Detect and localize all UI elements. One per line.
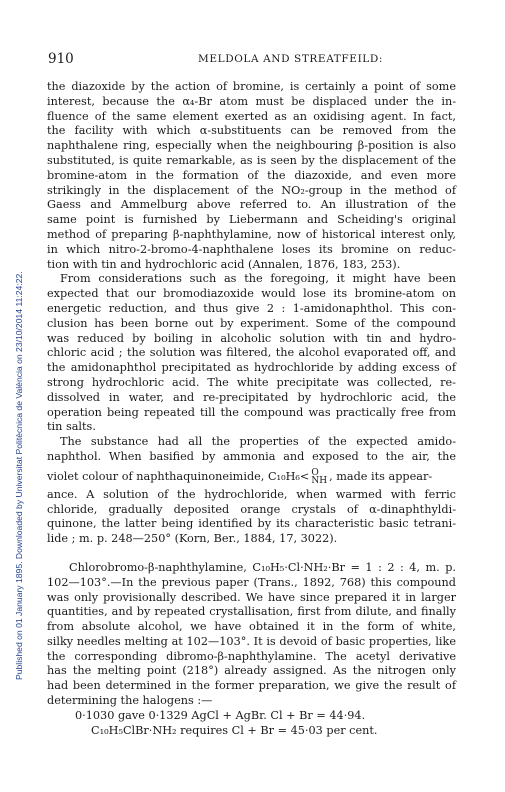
paragraph-2 <box>47 272 456 435</box>
text-line: naphthalene ring, especially when the neighbouring β-position is also <box>47 139 456 153</box>
download-stamp-text: Published on 01 January 1895. Downloaded by Universitat Politècnica de València on 23/10/2014 11:24:22. <box>14 271 24 680</box>
text-line: has the melting point (218°) already assigned. As the nitrogen only <box>47 664 456 678</box>
text-line: operation being repeated till the compound was practically free from <box>47 405 456 419</box>
text-line: clusion has been borne out by experiment. Some of the compound <box>47 316 456 330</box>
text-line: lide ; m. p. 248—250° (Korn, Ber., 1884, 17, 3022). <box>47 532 338 546</box>
text-line: energetic reduction, and thus give 2 : 1-amidonaphthol. This con- <box>47 301 456 315</box>
text-line: The substance had all the properties of the expected amido- <box>60 435 456 449</box>
text-line: From considerations such as the foregoing, it might have been <box>60 272 456 286</box>
text-line: fluence of the same element exerted as an oxidising agent. In fact, <box>47 109 456 123</box>
text-line: strong hydrochloric acid. The white precipitate was collected, re- <box>47 375 456 389</box>
formula-prefix: violet colour of naphthaquinoneimide, C₁₀H₆< <box>47 469 310 483</box>
text-line: expected that our bromodiazoxide would lose its bromine-atom on <box>47 287 456 301</box>
analysis-result: 0·1030 gave 0·1329 AgCl + AgBr. Cl + Br = 44·94. <box>75 708 366 722</box>
text-line: determining the halogens :— <box>47 694 213 708</box>
text-line: quantities, and by repeated crystallisation, first from dilute, and finally <box>47 605 456 619</box>
section-gap <box>47 547 456 561</box>
text-line: in which nitro-2-bromo-4-naphthalene loses its bromine on reduc- <box>47 242 456 256</box>
paragraph-3 <box>47 435 456 547</box>
sidebar-stamp <box>0 40 22 680</box>
text-line: Gaess and Ammelburg above referred to. An illustration of the <box>47 198 456 212</box>
quinoneimide-fraction <box>311 469 327 485</box>
formula-suffix: , made its appear- <box>329 469 433 483</box>
text-line: Chlorobromo-β-naphthylamine, C₁₀H₅·Cl·NH₂·Br = 1 : 2 : 4, m. p. <box>69 560 456 574</box>
fraction-top: O <box>311 467 319 478</box>
analysis-requirement: C₁₀H₅ClBr·NH₂ requires Cl + Br = 45·03 per cent. <box>91 723 378 737</box>
text-line: from absolute alcohol, we have obtained it in the form of white, <box>47 620 456 634</box>
text-line: was only provisionally described. We have since prepared it in larger <box>47 590 456 604</box>
text-line: the facility with which α-substituents can be removed from the <box>47 124 456 138</box>
text-line: tion with tin and hydrochloric acid (Annalen, 1876, 183, 253). <box>47 257 401 271</box>
text-line: the corresponding dibromo-β-naphthylamine. The acetyl derivative <box>47 649 456 663</box>
text-line: quinone, the latter being identified by its characteristic basic tetrani- <box>47 517 456 531</box>
text-line: was reduced by boiling in alcoholic solution with tin and hydro- <box>47 331 456 345</box>
text-line: chloric acid ; the solution was filtered, the alcohol evaporated off, and <box>47 346 456 360</box>
text-line: strikingly in the displacement of the NO₂-group in the method of <box>47 183 456 197</box>
text-line: had been determined in the former preparation, we give the result of <box>47 679 456 693</box>
paragraph-4 <box>47 561 456 709</box>
text-line: interest, because the α₄-Br atom must be displaced under the in- <box>47 94 456 108</box>
formula-line <box>47 465 456 488</box>
text-line: bromine-atom in the formation of the diazoxide, and even more <box>47 168 456 182</box>
text-line: method of preparing β-naphthylamine, now of historical interest only, <box>47 227 456 241</box>
text-line: silky needles melting at 102—103°. It is devoid of basic properties, like <box>47 634 456 648</box>
page-header <box>48 51 454 67</box>
text-line: substituted, is quite remarkable, as is seen by the displacement of the <box>47 153 456 167</box>
text-line: naphthol. When basified by ammonia and exposed to the air, the <box>47 449 456 463</box>
page-number: 910 <box>48 51 74 67</box>
text-line: the amidonaphthol precipitated as hydrochloride by adding excess of <box>47 361 456 375</box>
text-line: same point is furnished by Liebermann and Scheiding's original <box>47 213 456 227</box>
text-line: 102—103°.—In the previous paper (Trans., 1892, 768) this compound <box>47 575 456 589</box>
text-line: dissolved in water, and re-precipitated by hydrochloric acid, the <box>47 390 456 404</box>
text-line: the diazoxide by the action of bromine, is certainly a point of some <box>47 80 456 93</box>
running-title: MELDOLA AND STREATFEILD: <box>198 53 384 65</box>
halogen-analysis <box>47 709 456 739</box>
text-line: chloride, gradually deposited orange crystals of α-dinaphthyldi- <box>47 502 456 516</box>
text-line: tin salts. <box>47 420 96 434</box>
paragraph-1 <box>47 80 456 272</box>
article-body <box>47 80 456 738</box>
fraction-bottom: NH <box>311 475 328 486</box>
text-line: ance. A solution of the hydrochloride, when warmed with ferric <box>47 487 456 501</box>
